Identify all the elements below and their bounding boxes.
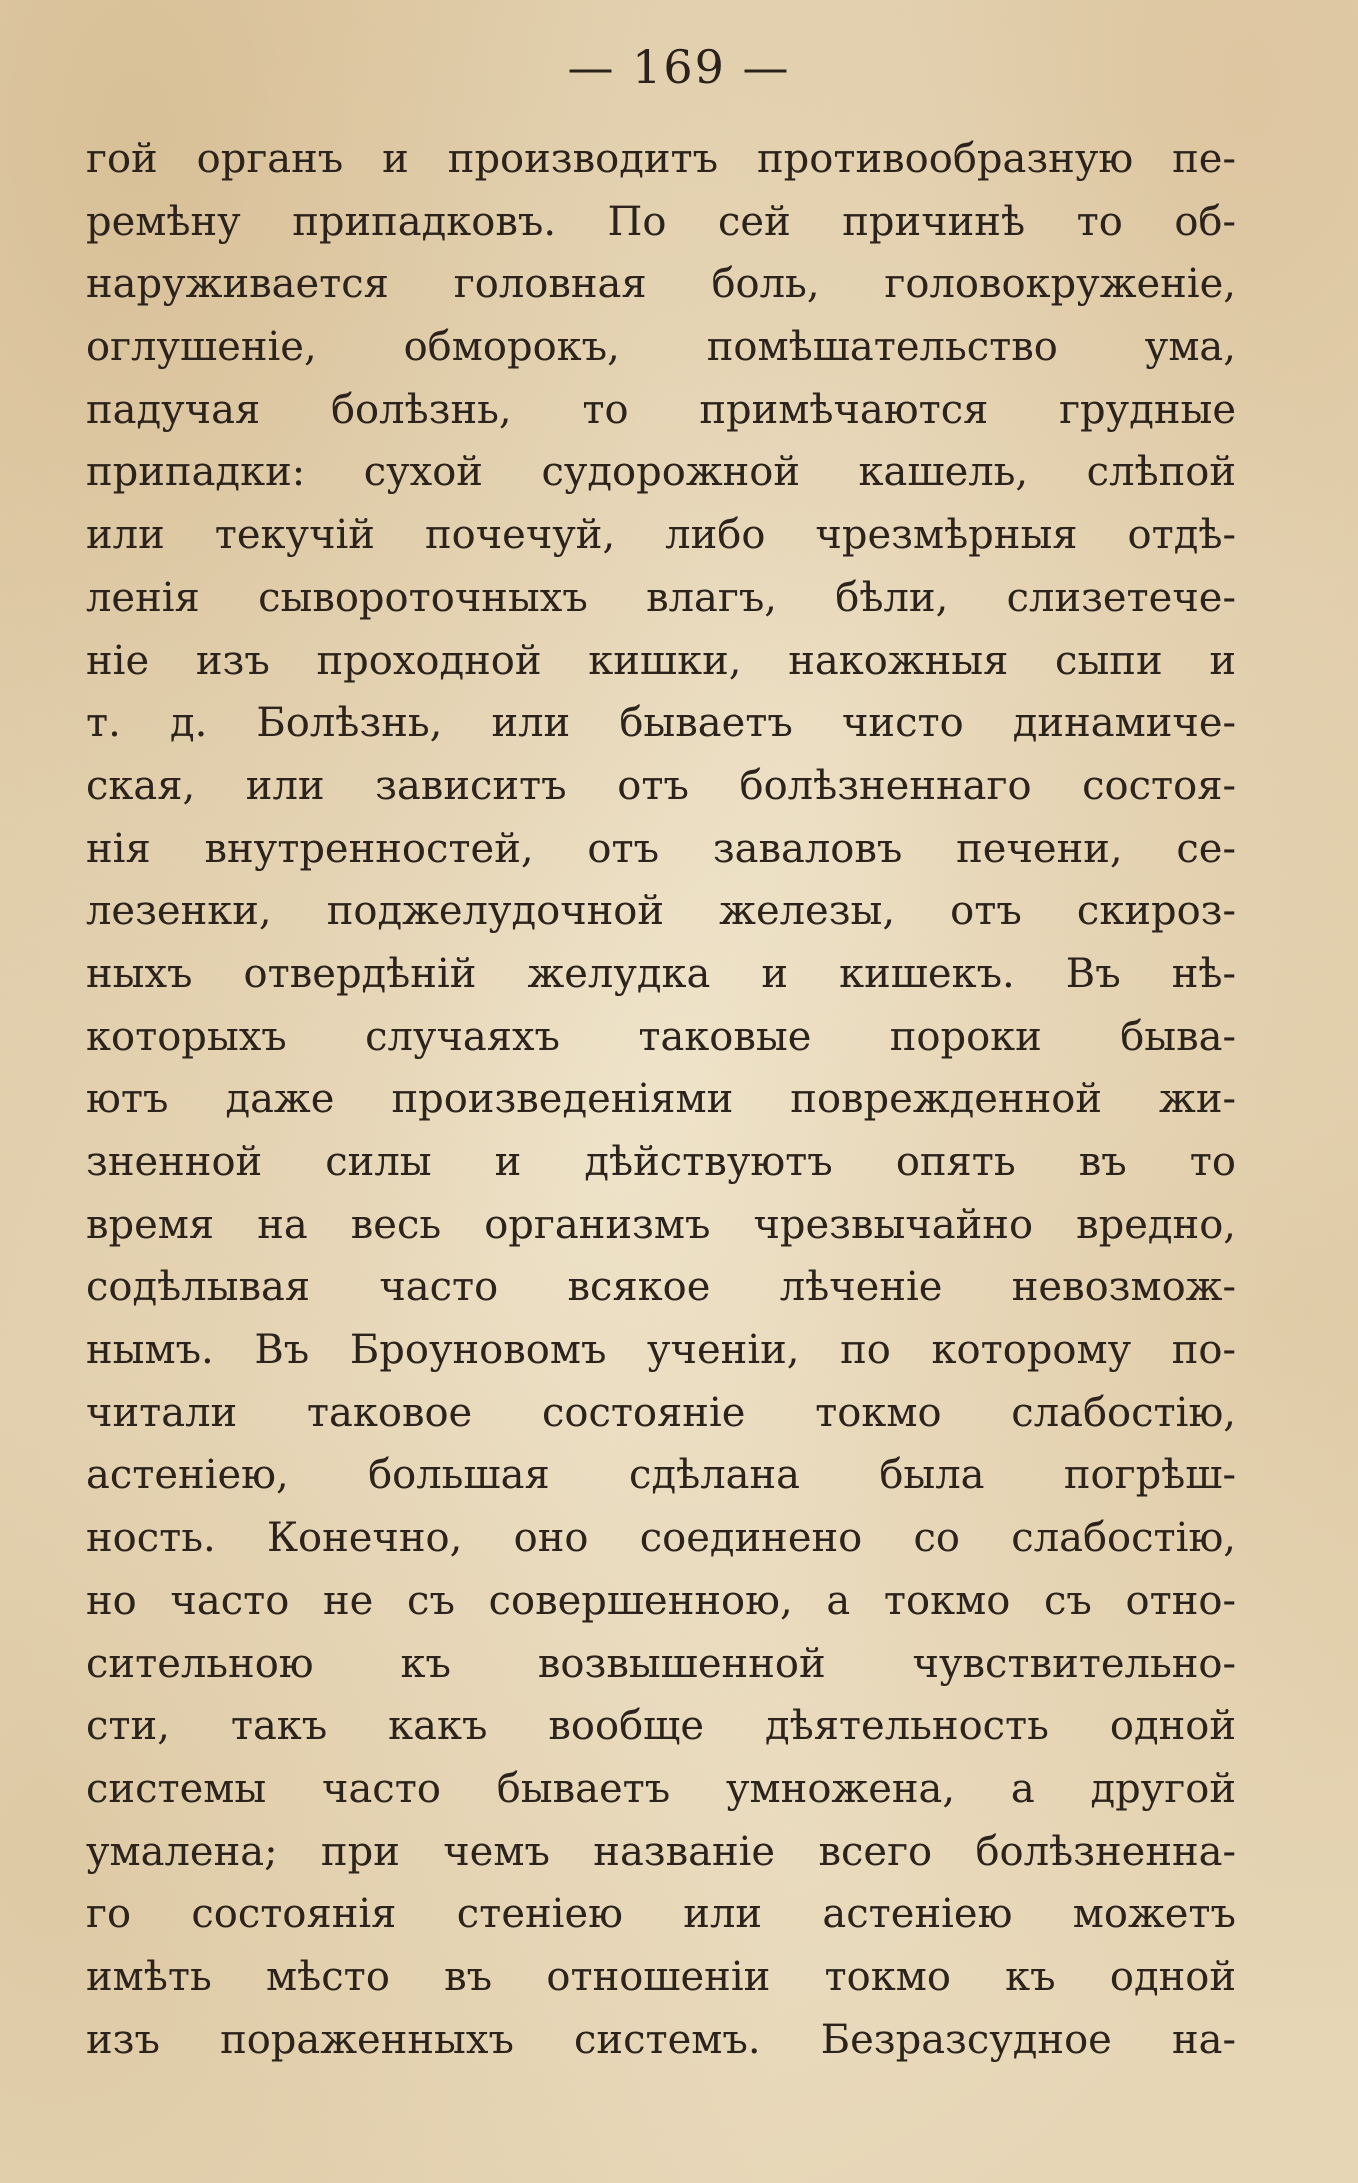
text-line: сительною къ возвышенной чувствительно- [86, 1640, 1236, 1687]
text-line: сти, такъ какъ вообще дѣятельность одной [86, 1703, 1236, 1750]
body-text [86, 128, 1236, 2071]
text-line: оглушеніе, обморокъ, помѣшательство ума, [86, 324, 1236, 371]
text-line: или текучій почечуй, либо чрезмѣрныя отдѣ- [86, 512, 1236, 559]
text-line: ская, или зависитъ отъ болѣзненнаго состоя- [86, 762, 1236, 809]
text-line: припадки: сухой судорожной кашель, слѣпой [86, 449, 1236, 496]
text-line: гой органъ и производитъ противообразную пе- [86, 136, 1236, 182]
text-line: но часто не съ совершенною, а токмо съ отно- [86, 1577, 1236, 1624]
text-line: читали таковое состояніе токмо слабостію, [86, 1389, 1236, 1436]
text-line: ніе изъ проходной кишки, накожныя сыпи и [86, 637, 1236, 684]
text-line: нымъ. Въ Броуновомъ ученіи, по которому по- [86, 1327, 1236, 1374]
text-line: имѣть мѣсто въ отношеніи токмо къ одной [86, 1953, 1236, 2000]
text-line: содѣлывая часто всякое лѣченіе невозмож- [86, 1264, 1236, 1311]
text-line: ленія сывороточныхъ влагъ, бѣли, слизетече- [86, 574, 1236, 621]
text-line: ныхъ отвердѣній желудка и кишекъ. Въ нѣ- [86, 950, 1236, 997]
text-line: падучая болѣзнь, то примѣчаются грудные [86, 386, 1236, 433]
text-line: нія внутренностей, отъ заваловъ печени, се- [86, 825, 1236, 872]
text-line: ремѣну припадковъ. По сей причинѣ то об- [86, 198, 1236, 245]
text-line: умалена; при чемъ названіе всего болѣзненна- [86, 1828, 1236, 1875]
text-line: т. д. Болѣзнь, или бываетъ чисто динамиче- [86, 700, 1236, 747]
text-line: астеніею, большая сдѣлана была погрѣш- [86, 1452, 1236, 1499]
text-line: ность. Конечно, оно соединено со слабостію, [86, 1515, 1236, 1562]
text-line: изъ пораженныхъ системъ. Безразсудное на- [86, 2016, 1236, 2063]
text-line: лезенки, поджелудочной железы, отъ скироз- [86, 888, 1236, 935]
text-line: наруживается головная боль, головокруженіе, [86, 261, 1236, 308]
text-line: зненной силы и дѣйствуютъ опять въ то [86, 1139, 1236, 1185]
text-line: время на весь организмъ чрезвычайно вредно, [86, 1201, 1236, 1248]
text-line: го состоянія стеніею или астеніею можетъ [86, 1891, 1236, 1938]
page-number: — 169 — [567, 40, 791, 94]
text-line: ютъ даже произведеніями поврежденной жи- [86, 1076, 1236, 1123]
text-line: системы часто бываетъ умножена, а другой [86, 1765, 1236, 1812]
text-line: которыхъ случаяхъ таковые пороки быва- [86, 1013, 1236, 1060]
